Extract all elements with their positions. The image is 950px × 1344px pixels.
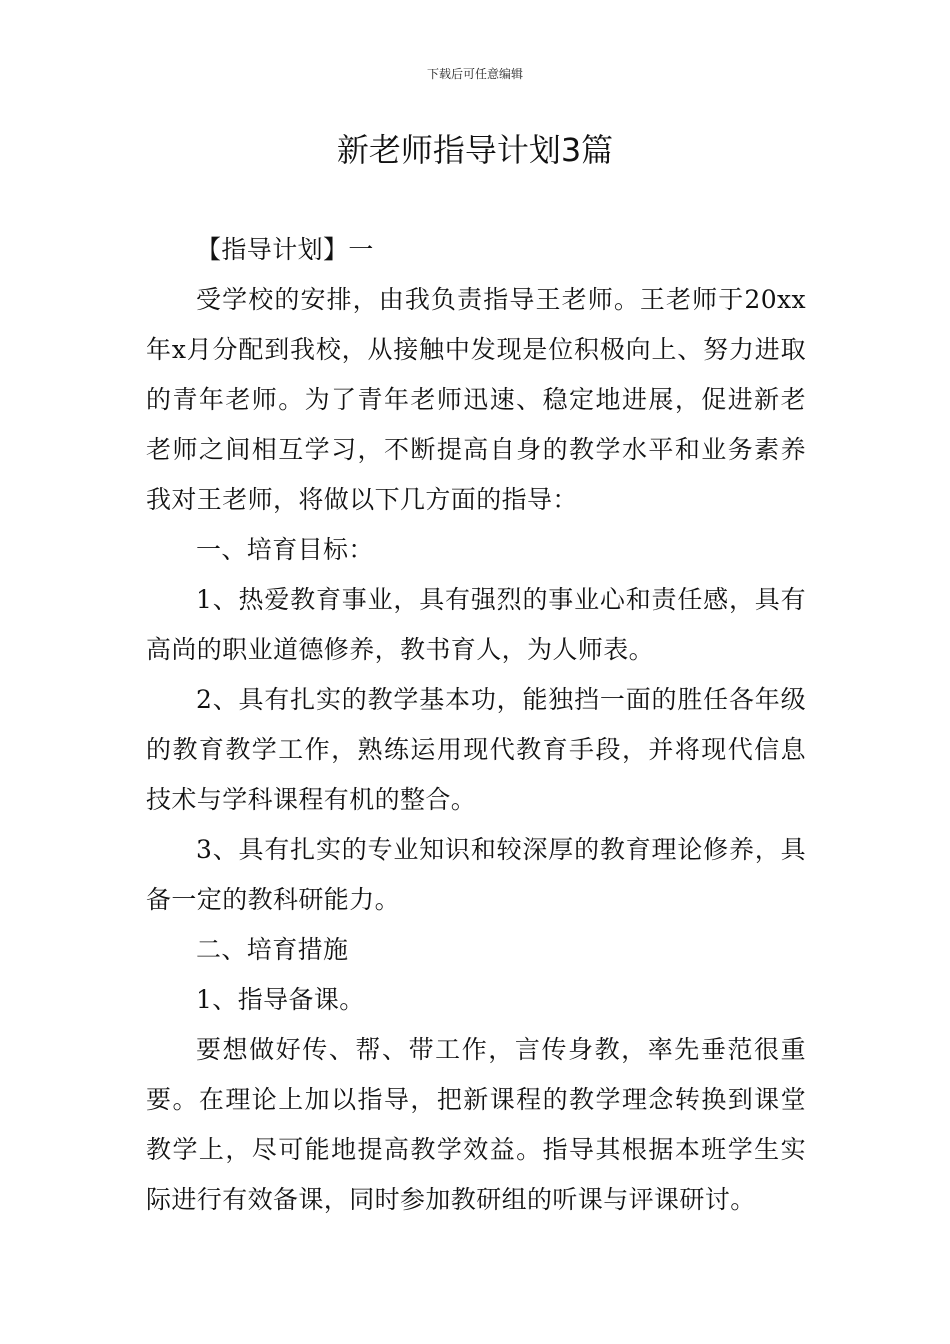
document-title: 新老师指导计划3篇 — [336, 131, 614, 169]
subheading-lesson-prep: 1、指导备课。 — [196, 985, 365, 1014]
paragraph-intro: 受学校的安排，由我负责指导王老师。王老师于20xx年x月分配到我校，从接触中发现是位积极向上、努力进取的青年老师。为了青年老师迅速、稳定地进展，促进新老老师之间相互学习，不断提高自身的教学水平和业务素养我对王老师，将做以下几方面的指导： — [146, 285, 806, 514]
section-heading-goals: 一、培育目标： — [196, 535, 374, 564]
paragraph-goal-3: 3、具有扎实的专业知识和较深厚的教育理论修养，具备一定的教科研能力。 — [146, 835, 806, 914]
section-heading-plan-one: 【指导计划】一 — [196, 235, 374, 264]
paragraph-goal-1: 1、热爱教育事业，具有强烈的事业心和责任感，具有高尚的职业道德修养，教书育人，为人师表。 — [146, 585, 806, 664]
header-note: 下载后可任意编辑 — [426, 67, 523, 81]
paragraph-lesson-prep: 要想做好传、帮、带工作，言传身教，率先垂范很重要。在理论上加以指导，把新课程的教学理念转换到课堂教学上，尽可能地提高教学效益。指导其根据本班学生实际进行有效备课，同时参加教研组的听课与评课研讨。 — [146, 1035, 806, 1214]
section-heading-measures: 二、培育措施 — [196, 935, 349, 964]
document-body — [146, 225, 806, 1225]
paragraph-goal-2: 2、具有扎实的教学基本功，能独挡一面的胜任各年级的教育教学工作，熟练运用现代教育手段，并将现代信息技术与学科课程有机的整合。 — [146, 685, 806, 814]
